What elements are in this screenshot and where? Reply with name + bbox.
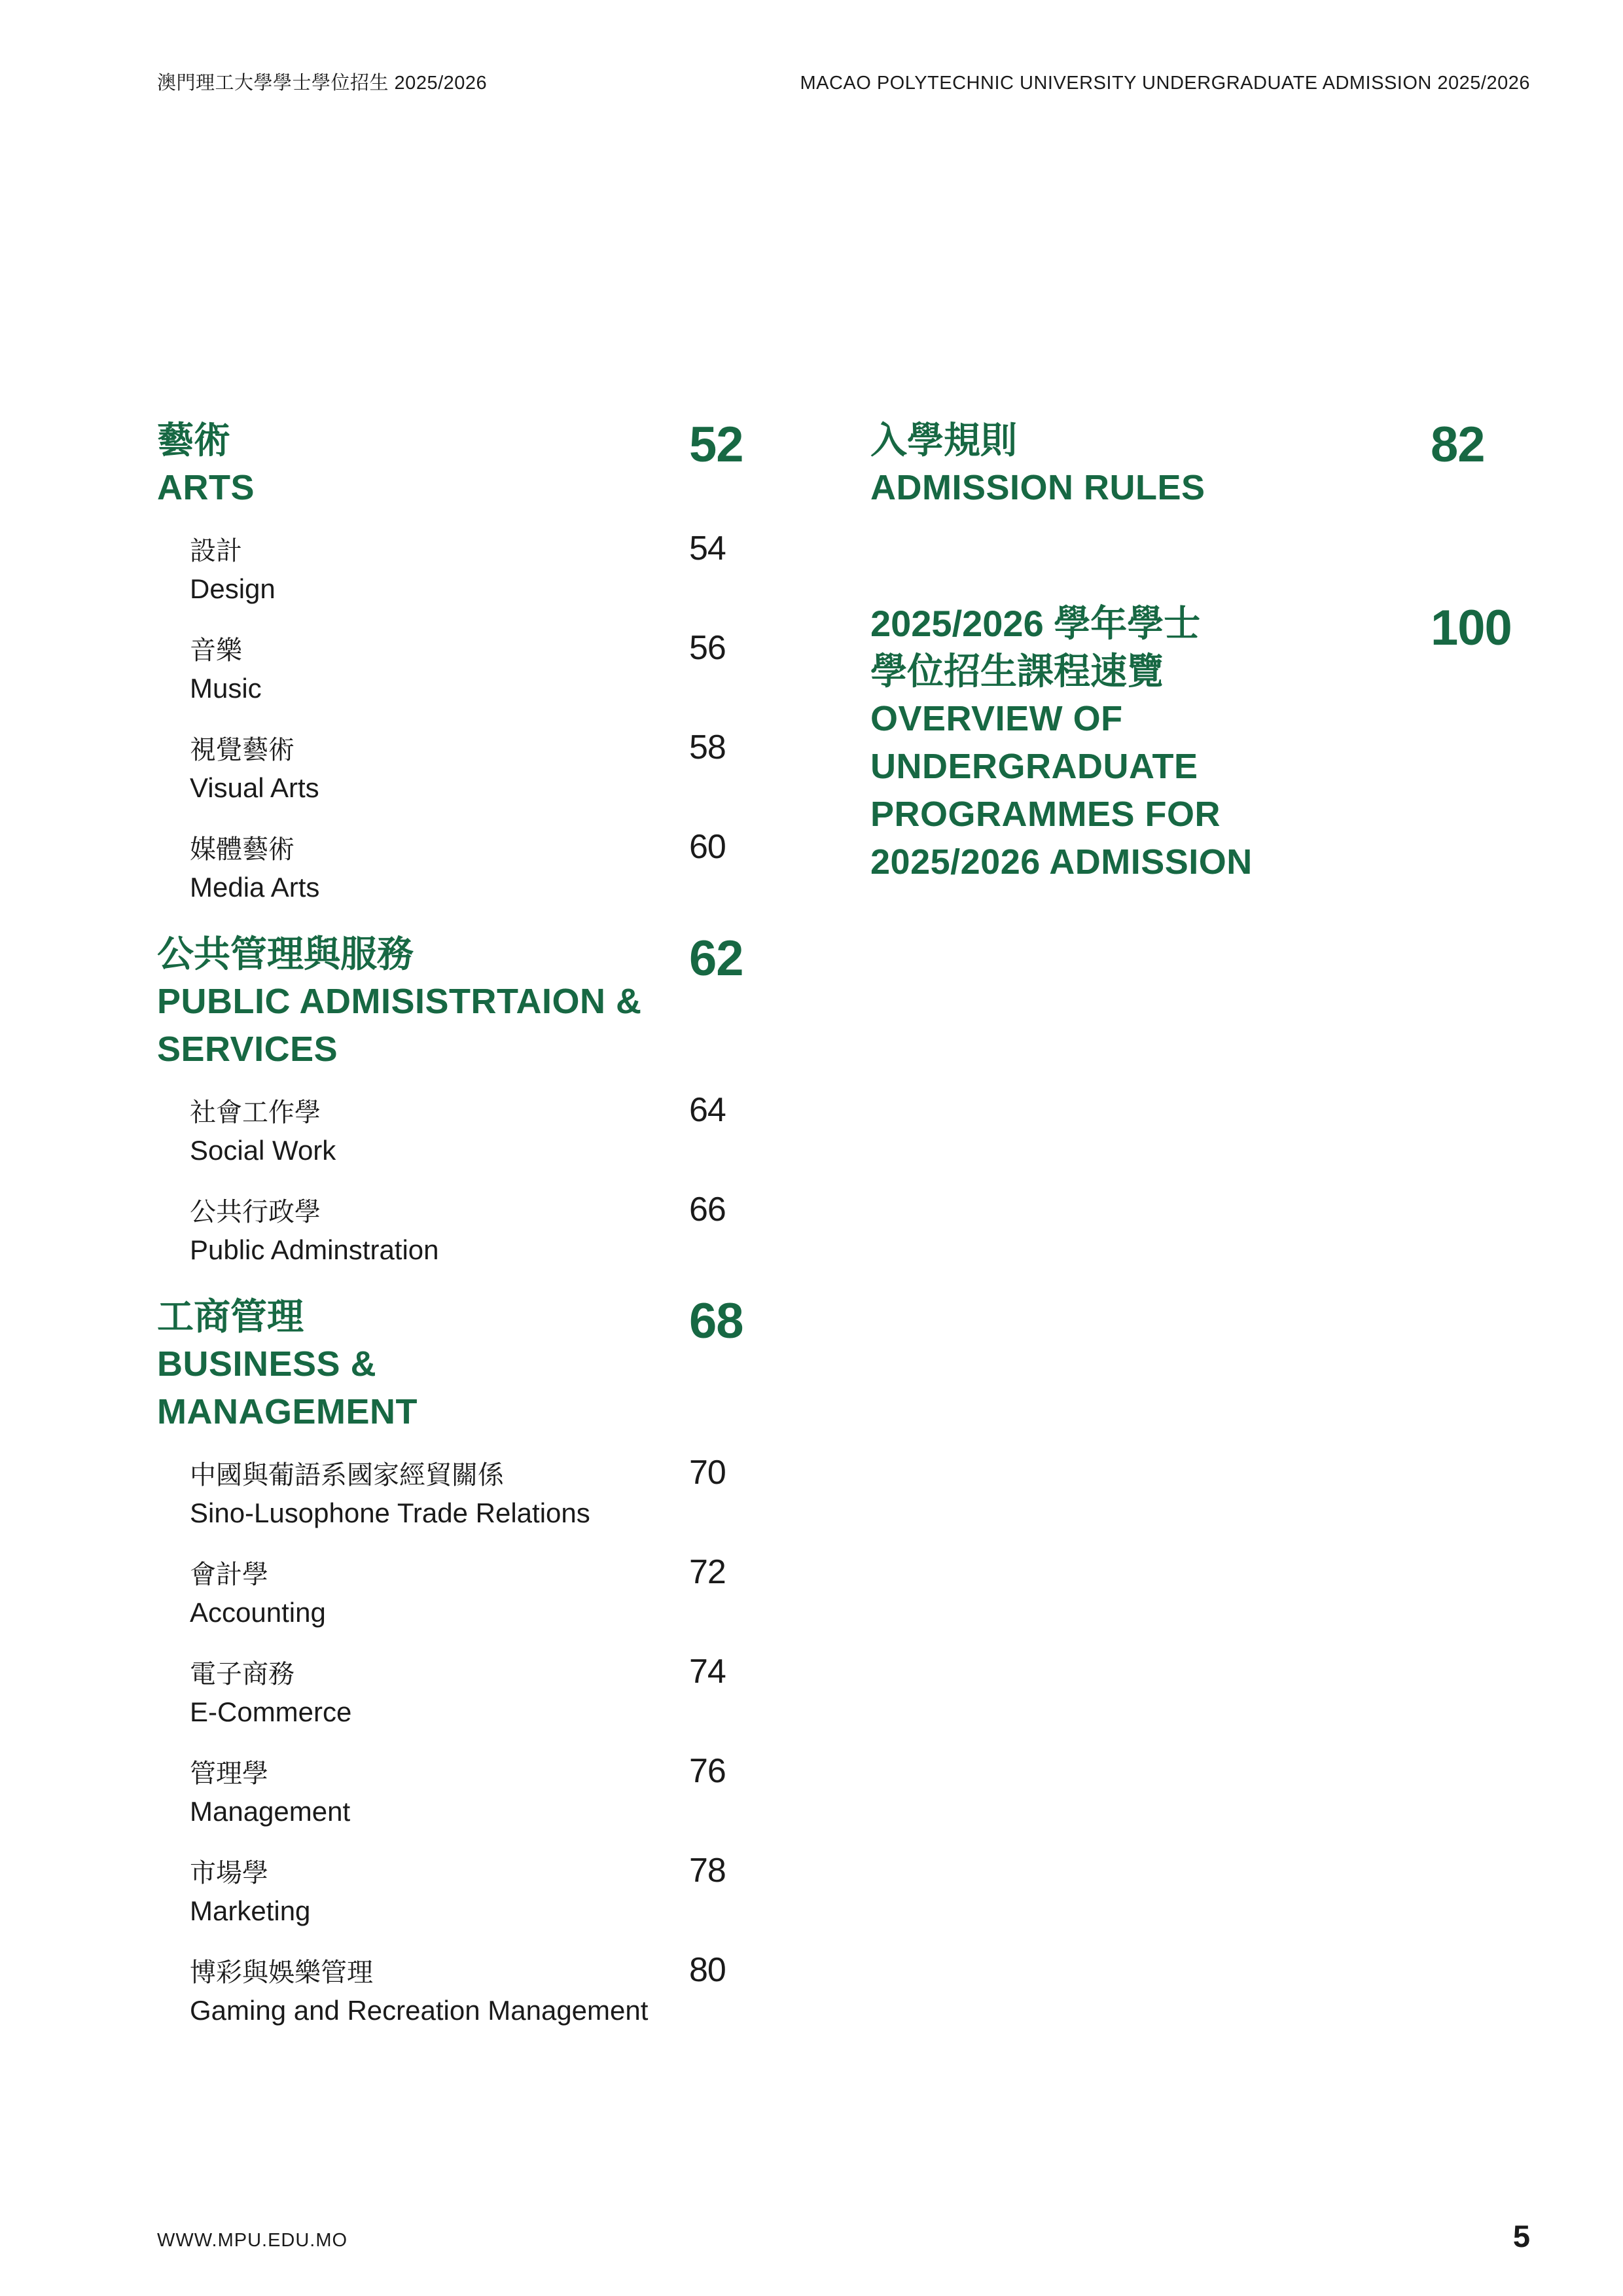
toc-item-entry[interactable]: [157, 1752, 818, 1831]
toc-section-entry[interactable]: [157, 930, 818, 1073]
section-title-zh: 入學規則: [870, 420, 1017, 461]
item-title-en: Accounting: [190, 1597, 326, 1628]
section-page-number: 100: [1431, 600, 1512, 656]
toc-item-entry[interactable]: [157, 1091, 818, 1170]
footer-website: WWW.MPU.EDU.MO: [157, 2230, 348, 2251]
item-title-en: Sino-Lusophone Trade Relations: [190, 1498, 590, 1528]
item-title-en: Music: [190, 673, 262, 704]
section-title-zh: 公共管理與服務: [157, 933, 414, 975]
item-title-en: Social Work: [190, 1135, 336, 1166]
item-title-zh: 博彩與娛樂管理: [190, 1958, 373, 1987]
section-title-en: 2025/2026 ADMISSION: [870, 842, 1253, 882]
toc-item-entry[interactable]: [157, 1553, 818, 1632]
footer-page-number: 5: [1512, 2219, 1530, 2253]
item-page-number: 60: [689, 828, 726, 866]
item-page-number: 78: [689, 1852, 726, 1890]
page-header: [157, 72, 1530, 94]
item-title-zh: 社會工作學: [190, 1098, 321, 1127]
toc-item-entry[interactable]: [157, 1655, 818, 1731]
section-title-en: PROGRAMMES FOR: [870, 795, 1221, 834]
item-page-number: 72: [689, 1553, 726, 1591]
item-page-number: 76: [689, 1752, 726, 1790]
item-title-zh: 媒體藝術: [190, 835, 294, 864]
section-page-number: 62: [689, 931, 743, 986]
item-title-en: E-Commerce: [190, 1696, 352, 1727]
section-title-en: PUBLIC ADMISISTRTAION &: [157, 982, 642, 1021]
section-title-en: BUSINESS &: [157, 1344, 377, 1384]
item-title-en: Management: [190, 1796, 351, 1827]
item-page-number: 64: [689, 1091, 726, 1129]
toc-section-entry[interactable]: [157, 1293, 818, 1436]
section-page-number: 68: [689, 1293, 743, 1349]
section-page-number: 82: [1431, 417, 1485, 473]
section-title-zh: 2025/2026 學年學士: [870, 603, 1201, 644]
item-title-en: Public Adminstration: [190, 1234, 439, 1265]
section-title-zh: 學位招生課程速覽: [870, 651, 1164, 692]
item-page-number: 70: [689, 1454, 726, 1492]
item-title-en: Visual Arts: [190, 772, 319, 803]
item-page-number: 58: [689, 728, 726, 766]
header-title-zh: 澳門理工大學學士學位招生 2025/2026: [157, 73, 488, 94]
header-title-en: MACAO POLYTECHNIC UNIVERSITY UNDERGRADUATE ADMISSION 2025/2026: [800, 73, 1530, 94]
toc-section-entry[interactable]: [870, 416, 1530, 512]
toc-item-entry[interactable]: [157, 728, 818, 807]
section-title-zh: 藝術: [157, 420, 230, 461]
item-title-en: Marketing: [190, 1895, 311, 1926]
section-title-en: OVERVIEW OF: [870, 699, 1123, 738]
item-page-number: 66: [689, 1191, 726, 1229]
item-title-zh: 市場學: [190, 1859, 268, 1888]
item-title-zh: 公共行政學: [190, 1198, 321, 1227]
item-title-en: Design: [190, 573, 276, 604]
item-title-zh: 音樂: [190, 636, 242, 665]
item-title-en: Media Arts: [190, 872, 320, 903]
item-page-number: 54: [689, 529, 726, 567]
toc-item-entry[interactable]: [157, 629, 818, 708]
item-title-en: Gaming and Recreation Management: [190, 1995, 649, 2026]
item-title-zh: 視覺藝術: [190, 736, 294, 764]
item-title-zh: 管理學: [190, 1759, 268, 1788]
item-title-zh: 設計: [190, 537, 242, 565]
section-title-zh: 工商管理: [157, 1296, 304, 1337]
item-title-zh: 電子商務: [190, 1660, 294, 1689]
section-title-en: ARTS: [157, 468, 255, 507]
toc-item-entry[interactable]: [157, 1193, 818, 1269]
toc-item-entry[interactable]: [157, 828, 818, 906]
section-title-en: UNDERGRADUATE: [870, 747, 1198, 786]
section-title-en: ADMISSION RULES: [870, 468, 1205, 507]
toc-section-entry[interactable]: [870, 600, 1530, 886]
toc-left-column: [157, 416, 818, 2053]
item-page-number: 74: [689, 1653, 726, 1691]
item-page-number: 80: [689, 1951, 726, 1989]
toc-item-entry[interactable]: [157, 1456, 818, 1532]
section-page-number: 52: [689, 417, 743, 473]
item-page-number: 56: [689, 629, 726, 667]
toc-item-entry[interactable]: [157, 1951, 818, 2030]
section-title-en: MANAGEMENT: [157, 1392, 418, 1431]
toc-item-entry[interactable]: [157, 529, 818, 608]
item-title-zh: 中國與葡語系國家經貿關係: [190, 1461, 504, 1490]
section-title-en: SERVICES: [157, 1030, 338, 1069]
toc-section-entry[interactable]: [157, 416, 818, 512]
toc-item-entry[interactable]: [157, 1854, 818, 1930]
item-title-zh: 會計學: [190, 1560, 268, 1589]
toc-right-column: [870, 416, 1530, 906]
